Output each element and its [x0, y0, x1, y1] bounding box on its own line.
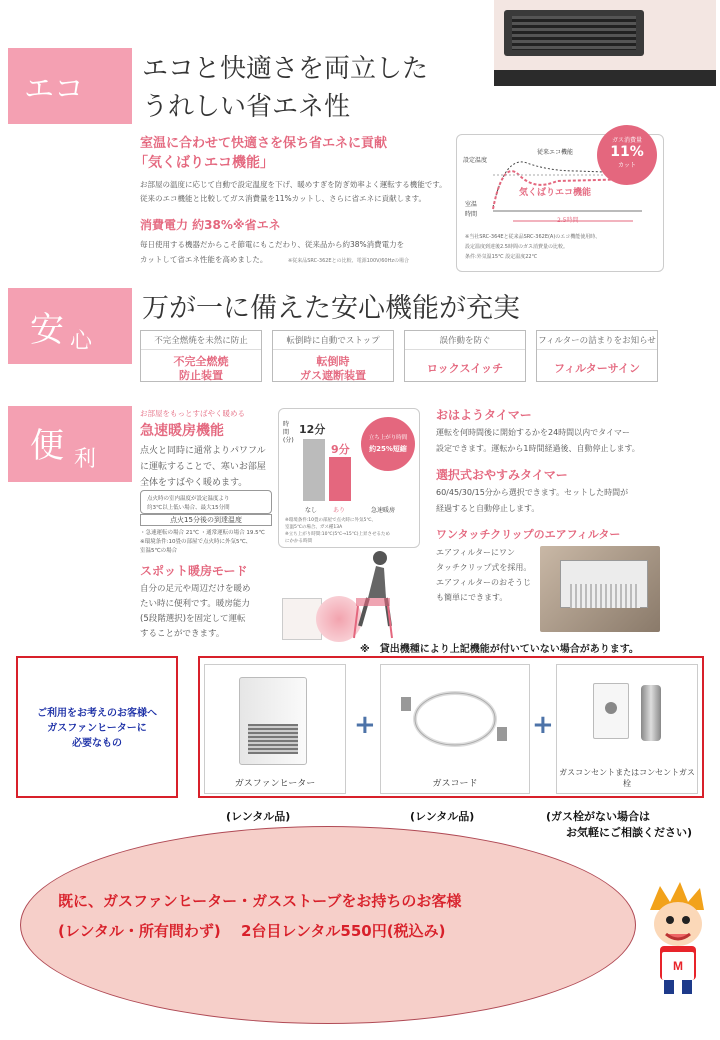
bar-note-2: 室温5℃の場合、ガス種13A — [285, 525, 343, 530]
graph-note-3: 条件:外気温15℃ 設定温度22℃ — [465, 254, 538, 260]
convenience-tab-big: 便 — [30, 426, 64, 466]
disclaimer: ※ 貸出機種により上記機能が付いていない場合があります。 — [360, 644, 639, 655]
eco-headline-2: うれしい省エネ性 — [142, 92, 351, 122]
timer-text-2: 設定できます。運転から1時間経過後、自動停止します。 — [436, 444, 640, 453]
clip-text-3: エアフィルターのおそうじ — [436, 578, 532, 587]
gas-badge-cut: カット — [618, 162, 636, 169]
quick-temp-2: ※環境条件:10畳の部屋で点火時に外気5℃、 — [140, 539, 252, 545]
bar-normal — [303, 439, 325, 501]
safety-tab — [8, 288, 132, 364]
feature-2-main-1: 転倒時 — [316, 355, 350, 368]
feature-box-2 — [272, 330, 394, 382]
feature-3-top: 誤作動を防ぐ — [405, 334, 525, 350]
eco-power-text-1: 毎日使用する機器だからこそ節電にもこだわり、従来品から約38%消費電力を — [140, 240, 405, 249]
bar-bubble — [361, 417, 415, 471]
feature-box-1 — [140, 330, 262, 382]
offer-line-2: (レンタル・所有問わず) 2台目レンタル550円(税込み) — [58, 922, 446, 940]
timer-title: おはようタイマー — [436, 408, 532, 422]
quick-temp-label: 点火15分後の到達温度 — [140, 514, 272, 526]
bar-quick — [329, 457, 351, 501]
quick-temp-1: ・急速運転の場合 21℃ ・通常運転の場合 19.5℃ — [140, 530, 265, 536]
bar-x-title: 急速暖房 — [371, 507, 396, 514]
y-bottom-1: 室温 — [465, 201, 478, 208]
eco-tab-big: エコ — [24, 72, 84, 107]
quick-small-box — [140, 490, 272, 514]
quick-title: 急速暖房機能 — [140, 423, 224, 439]
eco-tab — [8, 48, 132, 124]
gas-outlet-image — [593, 683, 629, 739]
legend-new: 気くばりエコ機能 — [519, 188, 592, 198]
sleep-title: 選択式おやすみタイマー — [436, 468, 568, 482]
spot-title: スポット暖房モード — [140, 564, 248, 578]
feature-4-main-1: フィルターサイン — [554, 362, 640, 375]
eco-power-text-2: カットして省エネ性能を高めました。 — [140, 255, 268, 264]
required-label-2: ガスファンヒーターに — [47, 723, 147, 734]
quick-bar-graph — [278, 408, 420, 548]
bar-note-1: ※環境条件:10畳の部屋で点火時に外気5℃、 — [285, 518, 376, 523]
timer-text-1: 運転を何時間後に開始するかを24時間以内でタイマー — [436, 428, 631, 437]
feature-box-4 — [536, 330, 658, 382]
note-outlet-1: (ガス栓がない場合は — [546, 810, 651, 823]
quick-tag: お部屋をもっとすばやく暖める — [140, 409, 245, 418]
convenience-tab — [8, 406, 132, 482]
item-gas-outlet — [556, 664, 698, 794]
person-svg — [346, 548, 402, 642]
eco-graph — [456, 134, 664, 272]
offer-line-1: 既に、ガスファンヒーター・ガスストーブをお持ちのお客様 — [58, 892, 462, 910]
clip-text-4: も簡単にできます。 — [436, 593, 508, 602]
eco-headline-1: エコと快適さを両立した — [142, 54, 429, 84]
heater-product-image — [239, 677, 307, 765]
item-heater — [204, 664, 346, 794]
feature-1-main-1: 不完全燃焼 — [173, 355, 229, 368]
note-outlet-2: お気軽にご相談ください) — [566, 826, 693, 839]
item-gas-outlet-caption: ガスコンセントまたはコンセントガス栓 — [559, 768, 695, 788]
bar-bubble-2: 約25%短縮 — [369, 445, 407, 453]
required-label-1: ご利用をお考えのお客様へ — [37, 708, 157, 719]
required-label-box — [16, 656, 178, 798]
feature-4-top: フィルターの詰まりをお知らせ — [537, 334, 657, 350]
bar-bubble-1: 立ち上がり時間 — [368, 435, 408, 441]
legend-old: 従来エコ機能 — [537, 149, 574, 156]
bar-x-yes: あり — [333, 507, 346, 514]
bar-normal-value: 12分 — [299, 423, 326, 436]
gas-cord-image — [381, 671, 529, 771]
convenience-tab-small: 利 — [74, 447, 97, 472]
safety-tab-small: 心 — [70, 329, 93, 354]
gas-badge — [597, 125, 657, 185]
eco-sub-2: 「気くばりエコ機能」 — [134, 155, 274, 171]
y-bottom-2: 時間 — [465, 211, 478, 218]
quick-text-1: 点火と同時に通常よりパワフル — [140, 446, 266, 456]
eco-text-2: 従来のエコ機能と比較してガス消費量を11%カットし、さらに省エネに貢献します。 — [140, 194, 426, 203]
bar-note-3: ※立ち上がり時間:10℃(5℃→15℃)上昇させるため — [285, 532, 391, 537]
plus-1: + — [354, 710, 376, 740]
note-cord: (レンタル品) — [410, 810, 475, 823]
feature-3-main-1: ロックスイッチ — [426, 362, 504, 375]
eco-power-title: 消費電力 約38%※省エネ — [140, 218, 281, 232]
feature-1-top: 不完全燃焼を未然に防止 — [141, 334, 261, 350]
quick-small-1: 点火時の室内温度が設定温度より — [147, 496, 230, 502]
feature-box-3 — [404, 330, 526, 382]
gas-badge-value: 11% — [610, 144, 644, 160]
spot-text-4: することができます。 — [140, 629, 225, 639]
bar-x-none: なし — [305, 507, 318, 514]
graph-note-1: ※当社SRC-364Eと従来品SRC-362E(A)のエコ機能使用時、 — [465, 234, 601, 240]
svg-text:M: M — [673, 959, 683, 973]
safety-tab-big: 安 — [30, 310, 64, 350]
clip-title: ワンタッチクリップのエアフィルター — [436, 528, 621, 541]
mascot-svg — [640, 880, 716, 1000]
quick-text-3: 全体をすばやく暖めます。 — [140, 478, 248, 488]
item-gas-cord-caption: ガスコード — [432, 779, 478, 789]
spot-text-1: 自分の足元や周辺だけを暖め — [140, 584, 251, 594]
spot-text-2: たい時に便利です。暖房能力 — [140, 599, 250, 609]
spot-text-3: (5段階選択)を固定して運転 — [140, 614, 246, 624]
safety-headline: 万が一に備えた安心機能が充実 — [142, 293, 520, 324]
note-heater: (レンタル品) — [226, 810, 291, 823]
sleep-text-2: 経過すると自動停止します。 — [436, 504, 540, 513]
gas-valve-image — [641, 685, 661, 741]
eco-sub-1: 室温に合わせて快適さを保ち省エネに貢献 — [140, 136, 388, 151]
mascot-character — [640, 880, 716, 1000]
quick-small-2: 約3℃以上低い場合、最大15分間 — [147, 505, 230, 511]
clip-text-2: タッチクリップ式を採用。 — [436, 563, 532, 572]
bar-y-label: 時間(分) — [283, 421, 294, 444]
bar-quick-value: 9分 — [331, 443, 350, 456]
feature-2-main-2: ガス遮断装置 — [300, 369, 366, 382]
duration-label: 2.5時間 — [557, 217, 579, 224]
y-top: 設定温度 — [463, 157, 488, 164]
filter-photo — [540, 546, 660, 632]
item-gas-cord — [380, 664, 530, 794]
required-label-3: 必要なもの — [72, 738, 122, 749]
feature-2-top: 転倒時に自動でストップ — [273, 334, 393, 350]
eco-text-1: お部屋の温度に応じて自動で設定温度を下げ、暖めすぎを防ぎ効率よく運転する機能です。 — [140, 180, 447, 189]
graph-note-2: 設定温度到達後2.5時間のガス消費量の比較。 — [465, 244, 568, 250]
sleep-text-1: 60/45/30/15分から選択できます。セットした時間が — [436, 488, 629, 497]
clip-text-1: エアフィルターにワン — [436, 548, 516, 557]
item-heater-caption: ガスファンヒーター — [234, 779, 316, 789]
plus-2: + — [532, 710, 554, 740]
heater-top-image — [494, 0, 716, 86]
quick-text-2: に運転することで、寒いお部屋 — [140, 462, 266, 472]
person-illustration — [346, 548, 402, 642]
eco-power-note: ※従来品SRC-362Eとの比較、電源100V/60Hzの場合 — [288, 258, 409, 264]
bar-note-4: にかかる時間 — [285, 539, 312, 544]
feature-1-main-2: 防止装置 — [179, 369, 223, 382]
gas-badge-label: ガス消費量 — [611, 137, 642, 144]
quick-temp-3: 室温5℃の場合 — [140, 548, 178, 554]
